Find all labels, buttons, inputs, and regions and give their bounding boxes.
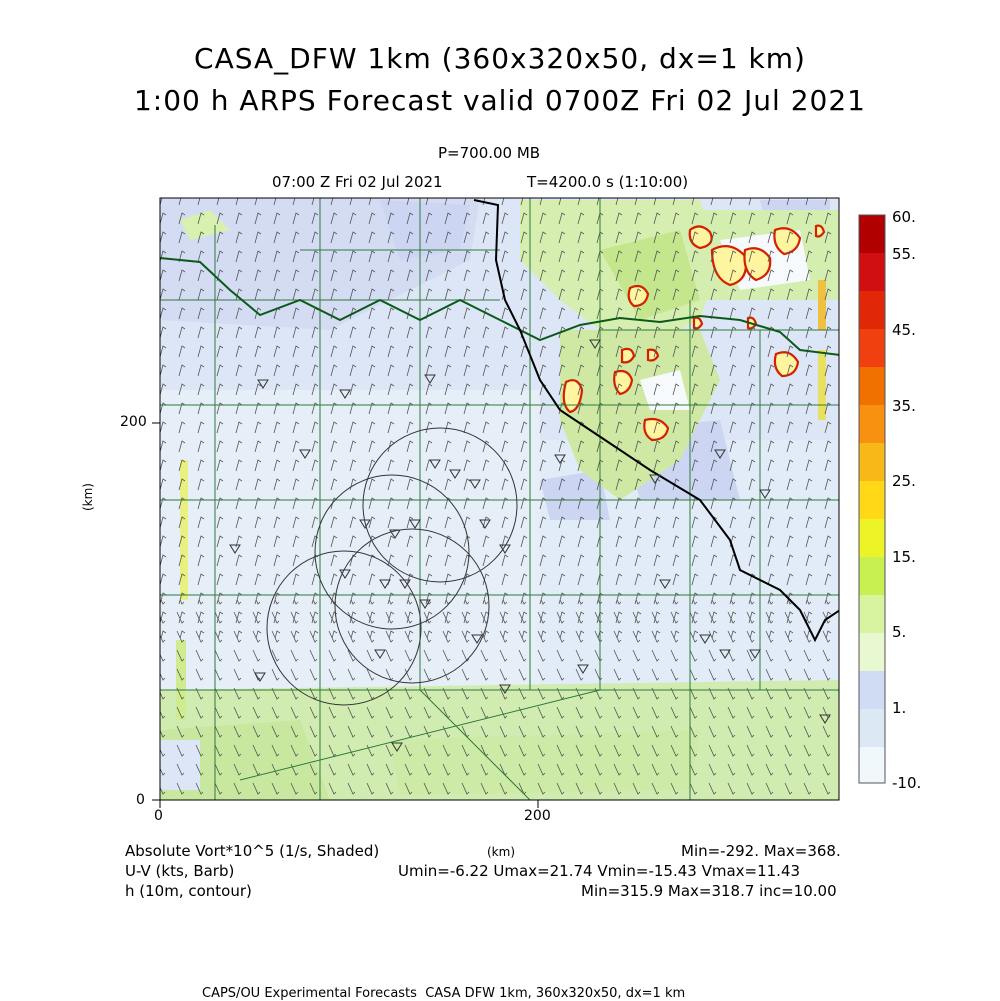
colorbar-label-5: 5. bbox=[892, 623, 907, 641]
field-vorticity: Absolute Vort*10^5 (1/s, Shaded) bbox=[125, 842, 380, 860]
time-step: T=4200.0 s (1:10:00) bbox=[527, 173, 689, 191]
y-tick-200: 200 bbox=[120, 414, 147, 430]
colorbar bbox=[859, 215, 885, 783]
field-height: h (10m, contour) bbox=[125, 882, 252, 900]
title-line-2: 1:00 h ARPS Forecast valid 0700Z Fri 02 Jul 2021 bbox=[133, 84, 866, 117]
vorticity-field bbox=[160, 198, 840, 800]
pressure-level: P=700.00 MB bbox=[438, 144, 541, 162]
height-range: Min=315.9 Max=318.7 inc=10.00 bbox=[581, 882, 837, 900]
colorbar-label-60: 60. bbox=[892, 208, 916, 226]
colorbar-label-15: 15. bbox=[892, 548, 916, 566]
colorbar-label-25: 25. bbox=[892, 472, 916, 490]
colorbar-label-neg10: -10. bbox=[892, 774, 922, 792]
x-axis-label: (km) bbox=[487, 845, 516, 859]
y-axis-label: (km) bbox=[81, 482, 96, 512]
x-tick-0: 0 bbox=[154, 808, 163, 824]
colorbar-label-1: 1. bbox=[892, 699, 907, 717]
colorbar-label-35: 35. bbox=[892, 397, 916, 415]
vorticity-minmax: Min=-292. Max=368. bbox=[681, 842, 841, 860]
x-tick-200: 200 bbox=[524, 808, 551, 824]
title-line-1: CASA_DFW 1km (360x320x50, dx=1 km) bbox=[194, 42, 806, 75]
colorbar-label-55: 55. bbox=[892, 245, 916, 263]
field-wind: U-V (kts, Barb) bbox=[125, 862, 235, 880]
valid-time: 07:00 Z Fri 02 Jul 2021 bbox=[272, 173, 443, 191]
colorbar-label-45: 45. bbox=[892, 321, 916, 339]
credit-line: CAPS/OU Experimental Forecasts CASA DFW 1km, 360x320x50, dx=1 km bbox=[202, 986, 686, 1001]
wind-range: Umin=-6.22 Umax=21.74 Vmin=-15.43 Vmax=11.43 bbox=[398, 862, 801, 880]
y-tick-0: 0 bbox=[136, 792, 145, 808]
